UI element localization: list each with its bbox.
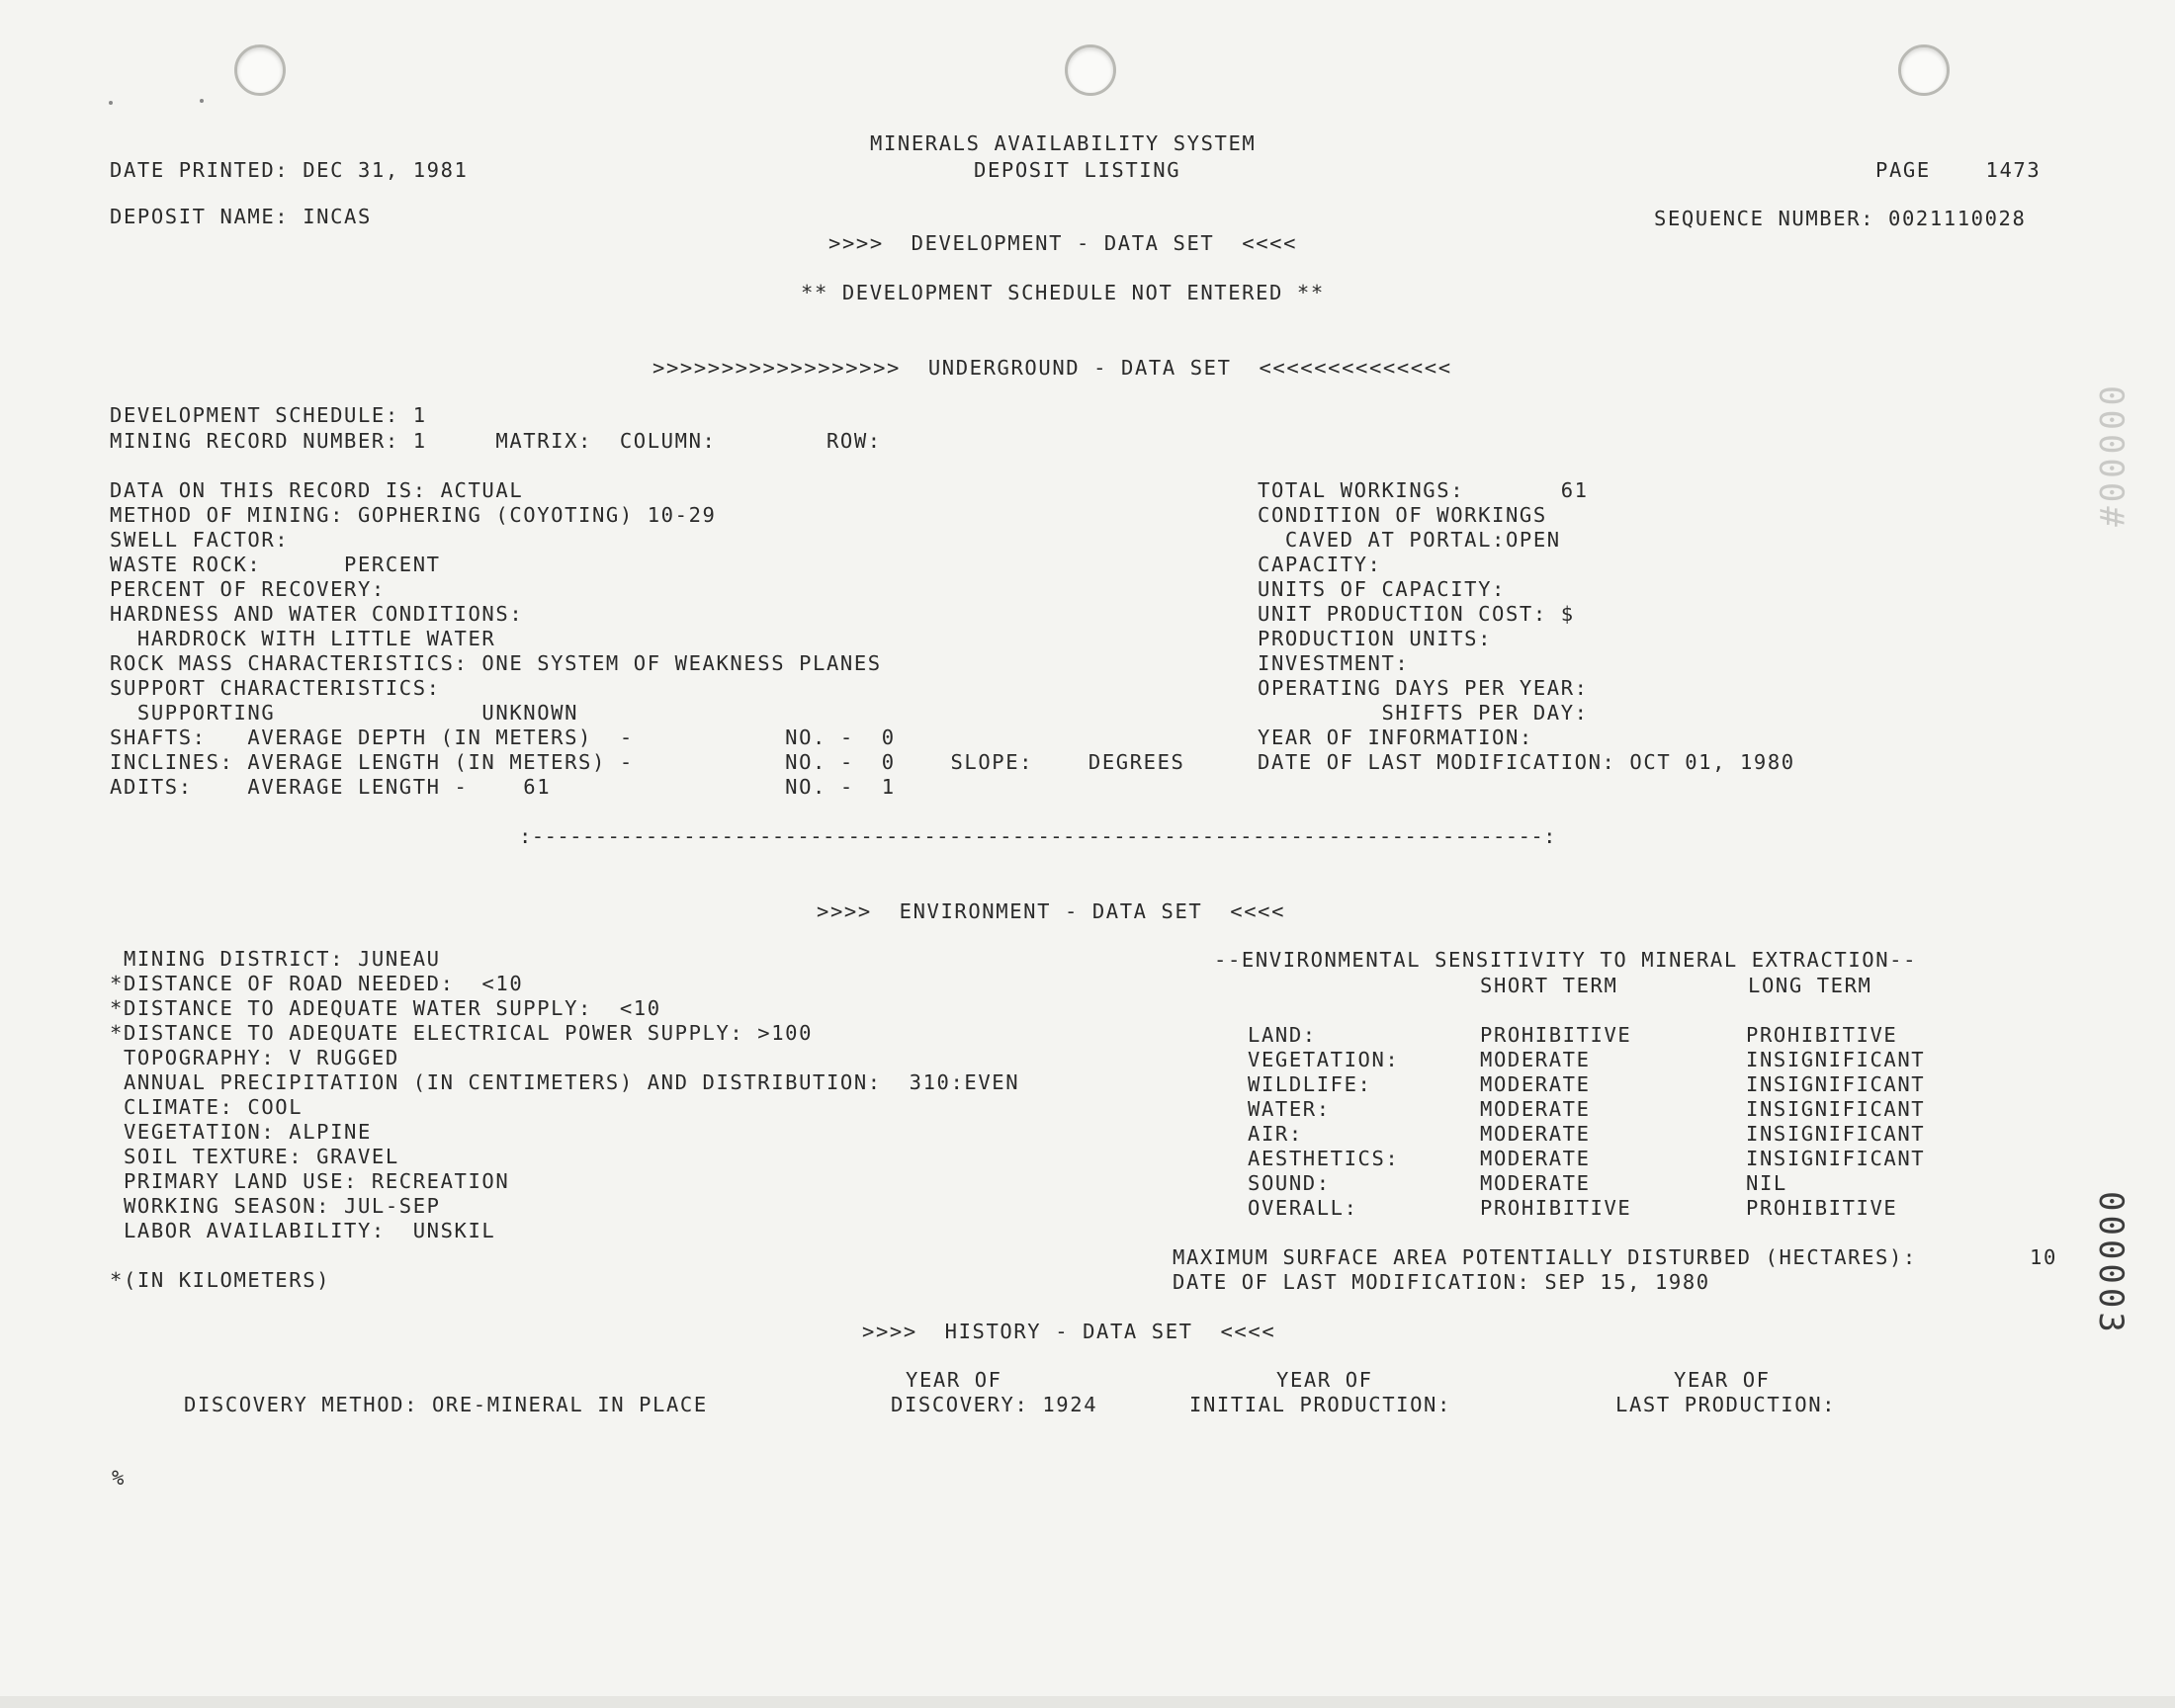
sensitivity-title: --ENVIRONMENTAL SENSITIVITY TO MINERAL EXTRACTION-- bbox=[1214, 948, 1918, 972]
sensitivity-long: PROHIBITIVE bbox=[1746, 1023, 1898, 1047]
underground-field: PERCENT OF RECOVERY: bbox=[110, 577, 386, 601]
punch-hole-left bbox=[234, 44, 286, 96]
sensitivity-long: NIL bbox=[1746, 1171, 1787, 1195]
date-printed: DATE PRINTED: DEC 31, 1981 bbox=[110, 158, 469, 182]
underground-field: DATE OF LAST MODIFICATION: OCT 01, 1980 bbox=[1258, 750, 1795, 774]
punch-hole-center bbox=[1065, 44, 1116, 96]
kilometers-footnote: *(IN KILOMETERS) bbox=[110, 1268, 331, 1292]
environment-field: LABOR AVAILABILITY: UNSKIL bbox=[110, 1219, 496, 1242]
underground-field: UNITS OF CAPACITY: bbox=[1258, 577, 1506, 601]
underground-field: SHAFTS: AVERAGE DEPTH (IN METERS) - NO. - 0 bbox=[110, 726, 896, 749]
underground-field: UNIT PRODUCTION COST: $ bbox=[1258, 602, 1575, 626]
environment-field: *DISTANCE TO ADEQUATE WATER SUPPLY: <10 bbox=[110, 996, 661, 1020]
discovery-year: DISCOVERY: 1924 bbox=[891, 1393, 1098, 1416]
listing-title: DEPOSIT LISTING bbox=[974, 158, 1181, 182]
initial-production: INITIAL PRODUCTION: bbox=[1189, 1393, 1451, 1416]
sensitivity-long: INSIGNIFICANT bbox=[1746, 1072, 1926, 1096]
sensitivity-short: MODERATE bbox=[1480, 1072, 1591, 1096]
sensitivity-label: AESTHETICS: bbox=[1248, 1147, 1400, 1170]
environment-heading: >>>> ENVIRONMENT - DATA SET <<<< bbox=[817, 899, 1286, 923]
section-separator: :--------------------------------------------------------------------------------: bbox=[519, 824, 1556, 848]
sensitivity-label: VEGETATION: bbox=[1248, 1048, 1400, 1071]
mining-record-line: MINING RECORD NUMBER: 1 MATRIX: COLUMN: ROW: bbox=[110, 429, 882, 453]
last-production: LAST PRODUCTION: bbox=[1615, 1393, 1837, 1416]
sensitivity-label: AIR: bbox=[1248, 1122, 1303, 1146]
max-area-label: MAXIMUM SURFACE AREA POTENTIALLY DISTURBED (HECTARES): bbox=[1173, 1245, 1917, 1269]
environment-last-modification: DATE OF LAST MODIFICATION: SEP 15, 1980 bbox=[1173, 1270, 1710, 1294]
paper-speck bbox=[109, 101, 113, 105]
underground-field: CONDITION OF WORKINGS bbox=[1258, 503, 1547, 527]
underground-field: HARDROCK WITH LITTLE WATER bbox=[110, 627, 496, 650]
underground-heading: >>>>>>>>>>>>>>>>>> UNDERGROUND - DATA SET <<<<<<<<<<<<<< bbox=[652, 356, 1452, 380]
paper-speck bbox=[200, 99, 204, 103]
sensitivity-short: PROHIBITIVE bbox=[1480, 1023, 1632, 1047]
underground-field: WASTE ROCK: PERCENT bbox=[110, 553, 441, 576]
end-of-record-mark: % bbox=[112, 1466, 126, 1490]
underground-field: SUPPORTING UNKNOWN bbox=[110, 701, 579, 725]
development-heading: >>>> DEVELOPMENT - DATA SET <<<< bbox=[828, 231, 1298, 255]
margin-stamp-top: 00000# bbox=[2091, 385, 2131, 531]
sensitivity-label: WATER: bbox=[1248, 1097, 1331, 1121]
sensitivity-label: OVERALL: bbox=[1248, 1196, 1358, 1220]
underground-field: HARDNESS AND WATER CONDITIONS: bbox=[110, 602, 524, 626]
sensitivity-short: MODERATE bbox=[1480, 1147, 1591, 1170]
environment-field: CLIMATE: COOL bbox=[110, 1095, 304, 1119]
sensitivity-short: MODERATE bbox=[1480, 1048, 1591, 1071]
underground-field: DATA ON THIS RECORD IS: ACTUAL bbox=[110, 478, 524, 502]
underground-field: ROCK MASS CHARACTERISTICS: ONE SYSTEM OF WEAKNESS PLANES bbox=[110, 651, 882, 675]
history-heading: >>>> HISTORY - DATA SET <<<< bbox=[862, 1320, 1276, 1343]
environment-field: ANNUAL PRECIPITATION (IN CENTIMETERS) AND DISTRIBUTION: 310:EVEN bbox=[110, 1070, 1020, 1094]
underground-field: OPERATING DAYS PER YEAR: bbox=[1258, 676, 1589, 700]
underground-field: CAPACITY: bbox=[1258, 553, 1382, 576]
environment-field: SOIL TEXTURE: GRAVEL bbox=[110, 1145, 399, 1168]
environment-field: *DISTANCE TO ADEQUATE ELECTRICAL POWER SUPPLY: >100 bbox=[110, 1021, 814, 1045]
long-term-header: LONG TERM bbox=[1748, 974, 1872, 997]
environment-field: MINING DISTRICT: JUNEAU bbox=[110, 947, 441, 971]
environment-field: VEGETATION: ALPINE bbox=[110, 1120, 372, 1144]
deposit-name: DEPOSIT NAME: INCAS bbox=[110, 205, 372, 228]
underground-field: YEAR OF INFORMATION: bbox=[1258, 726, 1533, 749]
initial-production-year-label: YEAR OF bbox=[1276, 1368, 1373, 1392]
underground-field: METHOD OF MINING: GOPHERING (COYOTING) 10-29 bbox=[110, 503, 717, 527]
sensitivity-long: PROHIBITIVE bbox=[1746, 1196, 1898, 1220]
environment-field: TOPOGRAPHY: V RUGGED bbox=[110, 1046, 399, 1069]
discovery-year-label: YEAR OF bbox=[906, 1368, 1002, 1392]
sequence-number: SEQUENCE NUMBER: 0021110028 bbox=[1654, 207, 2027, 230]
underground-field: CAVED AT PORTAL:OPEN bbox=[1258, 528, 1561, 552]
underground-field: INVESTMENT: bbox=[1258, 651, 1410, 675]
development-schedule: DEVELOPMENT SCHEDULE: 1 bbox=[110, 403, 427, 427]
sensitivity-long: INSIGNIFICANT bbox=[1746, 1122, 1926, 1146]
short-term-header: SHORT TERM bbox=[1480, 974, 1618, 997]
punch-hole-right bbox=[1898, 44, 1950, 96]
underground-field: SHIFTS PER DAY: bbox=[1258, 701, 1589, 725]
sensitivity-short: MODERATE bbox=[1480, 1122, 1591, 1146]
development-notice: ** DEVELOPMENT SCHEDULE NOT ENTERED ** bbox=[801, 281, 1325, 304]
discovery-method: DISCOVERY METHOD: ORE-MINERAL IN PLACE bbox=[184, 1393, 708, 1416]
sensitivity-label: LAND: bbox=[1248, 1023, 1317, 1047]
underground-field: TOTAL WORKINGS: 61 bbox=[1258, 478, 1589, 502]
environment-field: PRIMARY LAND USE: RECREATION bbox=[110, 1169, 510, 1193]
underground-field: SUPPORT CHARACTERISTICS: bbox=[110, 676, 441, 700]
underground-field: INCLINES: AVERAGE LENGTH (IN METERS) - NO. - 0 SLOPE: DEGREES bbox=[110, 750, 1185, 774]
underground-field: SWELL FACTOR: bbox=[110, 528, 290, 552]
last-production-year-label: YEAR OF bbox=[1674, 1368, 1771, 1392]
sensitivity-short: MODERATE bbox=[1480, 1171, 1591, 1195]
margin-stamp-bottom: 000003 bbox=[2091, 1191, 2131, 1336]
sensitivity-label: SOUND: bbox=[1248, 1171, 1331, 1195]
underground-field: PRODUCTION UNITS: bbox=[1258, 627, 1493, 650]
environment-field: *DISTANCE OF ROAD NEEDED: <10 bbox=[110, 972, 524, 995]
paper-bottom-edge bbox=[0, 1696, 2175, 1708]
sensitivity-long: INSIGNIFICANT bbox=[1746, 1097, 1926, 1121]
sensitivity-short: MODERATE bbox=[1480, 1097, 1591, 1121]
environment-field: WORKING SEASON: JUL-SEP bbox=[110, 1194, 441, 1218]
page-number: PAGE 1473 bbox=[1875, 158, 2042, 182]
system-title: MINERALS AVAILABILITY SYSTEM bbox=[870, 131, 1257, 155]
sensitivity-long: INSIGNIFICANT bbox=[1746, 1147, 1926, 1170]
sensitivity-short: PROHIBITIVE bbox=[1480, 1196, 1632, 1220]
sensitivity-long: INSIGNIFICANT bbox=[1746, 1048, 1926, 1071]
sensitivity-label: WILDLIFE: bbox=[1248, 1072, 1372, 1096]
underground-field: ADITS: AVERAGE LENGTH - 61 NO. - 1 bbox=[110, 775, 896, 799]
max-area-value: 10 bbox=[2030, 1245, 2057, 1269]
